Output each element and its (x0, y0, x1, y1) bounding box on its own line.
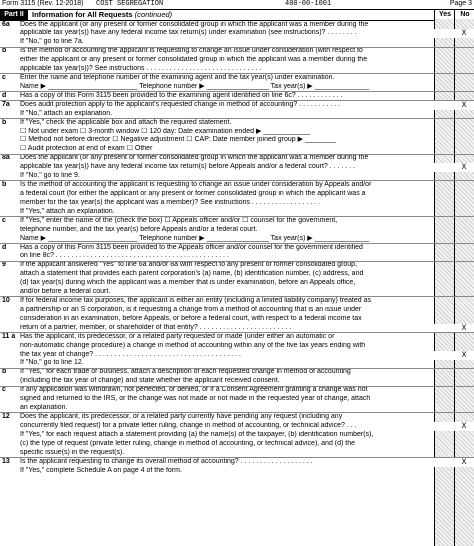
line-text: If "Yes," complete Schedule A on page 4 of the form. (20, 466, 182, 474)
form-line (0, 101, 434, 110)
form-line (0, 190, 434, 199)
line-text: If the applicant answered "Yes" to line 6a and/or 8a with respect to any present or former consolidated group, (20, 261, 358, 269)
form-line (0, 368, 434, 377)
line-divider (0, 118, 474, 119)
no-checkbox[interactable]: X (454, 324, 474, 333)
line-divider (0, 332, 474, 333)
line-text: If "No," go to line 12. (20, 359, 84, 367)
line-text: telephone number, and the tax year(s) before Appeals and/or a federal court. (20, 225, 258, 233)
line-divider (0, 91, 474, 92)
no-column (454, 19, 474, 546)
no-checkbox[interactable]: X (454, 422, 474, 431)
line-text: Does the applicant, its predecessor, or a related party currently have pending any request (including any (20, 412, 343, 420)
line-text: an explanation. (20, 404, 68, 412)
line-text: If "Yes," attach an explanation. (20, 207, 115, 215)
line-number: b (2, 181, 7, 189)
form-line (0, 359, 434, 368)
form-header (0, 0, 474, 9)
line-divider (0, 180, 474, 181)
line-text: Enter the name and telephone number of the examining agent and the tax year(s) under examination. (20, 74, 335, 82)
form-line (0, 404, 434, 413)
yes-column (434, 19, 455, 546)
line-number: b (2, 368, 7, 376)
form-number: Form 3115 (Rev. 12-2018) (2, 0, 84, 7)
line-text: and/or before a federal court. (20, 288, 111, 296)
form-line (0, 65, 434, 74)
yes-checkbox[interactable] (434, 422, 454, 431)
line-number: d (2, 91, 7, 99)
form-line (0, 154, 434, 163)
line-text: Is the method of accounting the applicant is requesting to change an issue under consideration (with respect to (20, 47, 363, 55)
line-text: on line 8c? . . . . . . . . . . . . . . . . . . . . . . . . . . . . . . . . . . . . . . . . . . . . . (20, 252, 229, 260)
line-number: c (2, 216, 6, 224)
form-line (0, 83, 434, 92)
no-checkbox[interactable]: X (454, 29, 474, 38)
part-header (0, 9, 474, 21)
yes-checkbox[interactable] (434, 458, 454, 467)
form-line (0, 315, 434, 324)
form-line (0, 297, 434, 306)
form-line (0, 110, 434, 119)
line-text: either the applicant or any present or former consolidated group in which the applicant was a member during the (20, 56, 368, 64)
line-number: c (2, 74, 6, 82)
line-text: Does the applicant (or any present or former consolidated group in which the applicant was a member during the (20, 20, 369, 28)
line-text: attach a statement that provides each parent corporation's (a) name, (b) identification number, (c) address, and (20, 270, 364, 278)
line-number: 11 a (2, 332, 16, 340)
line-text: ☐ Not under exam ☐ 3-month window ☐ 120 day: Date examination ended ▶ ____________ (20, 127, 310, 135)
line-text: If for federal income tax purposes, the applicant is either an entity (including a limited liability company) treated as (20, 297, 371, 305)
line-divider (0, 73, 474, 74)
line-divider (0, 296, 474, 297)
part-label: Part II (0, 10, 28, 20)
line-text: applicable tax year(s)) have any federal income tax return(s) under examination (see instructions)? . . . . . . . . (20, 29, 357, 37)
form-line (0, 422, 434, 431)
line-text: Does the applicant (or any present or former consolidated group in which the applicant was a member during the (20, 154, 369, 162)
line-number: 9 (2, 261, 6, 269)
line-text: (d) tax year(s) during which the applicant was a member that is under examination, before an Appeals office, (20, 279, 356, 287)
line-text: a federal court (for either the applicant or any present or former consolidated group in which the applicant was a (20, 189, 366, 197)
form-line (0, 467, 434, 476)
line-divider (0, 457, 474, 458)
line-text: applicable tax year(s))? See instructions . . . . . . . . . . . . . . . . . . . . . . . . . . . . . . (20, 65, 262, 73)
line-text: consideration in an examination, before Appeals, or before a federal court, with respect to a federal income tax (20, 314, 362, 322)
line-text: If "No," go to line 9. (20, 172, 80, 180)
line-number: 8a (2, 154, 10, 162)
line-text: If "No," attach an explanation. (20, 109, 113, 117)
line-text: the tax year of change? . . . . . . . . . . . . . . . . . . . . . . . . . . . . . . . . . . . . . . (20, 350, 241, 358)
form-line (0, 449, 434, 458)
no-checkbox[interactable]: X (454, 163, 474, 172)
form-line (0, 136, 434, 145)
form-line (0, 38, 434, 47)
line-number: c (2, 386, 6, 394)
line-text: Name ▶ _______________________ Telephone number ▶ ________________ Tax year(s) ▶ ______________ (20, 234, 370, 242)
form-line (0, 306, 434, 315)
form-line (0, 226, 434, 235)
line-text: Name ▶ _______________________ Telephone number ▶ ________________ Tax year(s) ▶ ______________ (20, 82, 370, 90)
no-checkbox[interactable]: X (454, 458, 474, 467)
line-text: non-automatic change procedure) a change in method of accounting within any of the five tax years ending with (20, 341, 366, 349)
yes-checkbox[interactable] (434, 29, 454, 38)
form-line (0, 377, 434, 386)
ein-field: 400-00-1001 (285, 0, 332, 8)
form-line (0, 252, 434, 261)
form-line (0, 440, 434, 449)
form-line (0, 208, 434, 217)
form-line (0, 279, 434, 288)
line-text: applicable tax year(s)) have any federal income tax return(s) before Appeals and/or a federal court? . . . . . . . (20, 163, 356, 171)
form-line (0, 235, 434, 244)
line-text: Does audit protection apply to the applicant's requested change in method of accounting? . . . . . . . . . . . (20, 100, 341, 108)
line-text: Is the method of accounting the applicant is requesting to change an issue under consideration by Appeals and/or (20, 181, 372, 189)
line-number: b (2, 118, 7, 126)
form-line (0, 172, 434, 181)
line-text: If any application was withdrawn, not perfected, or denied, or if a Consent Agreement granting a change was not (20, 386, 368, 394)
form-line (0, 386, 434, 395)
line-text: Is the applicant requesting to change its overall method of accounting? . . . . . . . . . . . . . . . . . . . (20, 457, 313, 465)
line-text: If "Yes," for each trade or business, attach a description of each requested change in method of accounting (20, 368, 351, 376)
form-line (0, 351, 434, 360)
form-line (0, 261, 434, 270)
line-divider (0, 412, 474, 413)
line-number: 13 (2, 457, 10, 465)
form-line (0, 163, 434, 172)
line-text: member for the tax year(s) the applicant was a member)? See instructions . . . . . . . . . . . . . . . . . . (20, 198, 320, 206)
form-line (0, 217, 434, 226)
form-line (0, 324, 434, 333)
line-divider (0, 368, 474, 369)
form-line (0, 342, 434, 351)
line-text: specific issue(s) in the request(s). (20, 448, 125, 456)
line-divider (0, 154, 474, 155)
line-text: return of a partner, member, or shareholder of that entity? . . . . . . . . . . . . . . . . . . . . . . . . (20, 323, 292, 331)
form-line (0, 270, 434, 279)
form-line (0, 431, 434, 440)
page-number: Page 3 (449, 0, 472, 7)
form-line (0, 47, 434, 56)
line-text: a partnership or an S corporation, is it requesting a change from a method of accounting that is an issue under (20, 305, 362, 313)
form-line (0, 288, 434, 297)
form-line (0, 413, 434, 422)
yes-column-header: Yes (434, 10, 455, 20)
form-line (0, 458, 434, 467)
form-line (0, 333, 434, 342)
form-line (0, 145, 434, 154)
line-number: d (2, 243, 7, 251)
line-text: signed and returned to the IRS, or the change was not made or not made in the requested year of change, attach (20, 395, 371, 403)
line-number: b (2, 47, 7, 55)
form-line (0, 244, 434, 253)
line-divider (0, 216, 474, 217)
line-text: (including the tax year of change) and state whether the applicant received consent. (20, 377, 280, 385)
no-column-header: No (454, 10, 474, 20)
line-text: (c) the type of request (private letter ruling, change in method of accounting, or technical advice), and (d) the (20, 439, 356, 447)
line-divider (0, 261, 474, 262)
form-line (0, 74, 434, 83)
yes-checkbox[interactable] (434, 101, 454, 110)
form-line (0, 92, 434, 101)
line-number: 10 (2, 297, 10, 305)
form-line (0, 181, 434, 190)
line-text: If "Yes," check the applicable box and attach the required statement. (20, 118, 232, 126)
line-text: concurrently filed request) for a private letter ruling, change in method of accounting, or technical advice? . . . (20, 421, 357, 429)
yes-checkbox[interactable] (434, 163, 454, 172)
line-text: Has the applicant, its predecessor, or a related party requested or made (under either an automatic or (20, 332, 335, 340)
form-line (0, 21, 434, 30)
line-divider (0, 100, 474, 101)
line-text: If "No," go to line 7a. (20, 38, 84, 46)
line-text: If "Yes," enter the name of the (check the box) ☐ Appeals officer and/or ☐ counsel for the government, (20, 216, 338, 224)
line-number: 12 (2, 412, 10, 420)
yes-checkbox[interactable] (434, 351, 454, 360)
memo-field: COST SEGREGATION (96, 0, 164, 8)
no-checkbox[interactable]: X (454, 101, 474, 110)
line-number: 6a (2, 20, 10, 28)
no-checkbox[interactable]: X (454, 351, 474, 360)
line-text: Has a copy of this Form 3115 been provided to the Appeals officer and/or counsel for the government identified (20, 243, 363, 251)
form-line (0, 29, 434, 38)
part-title: Information for All Requests (continued) (32, 10, 173, 19)
form-line (0, 119, 434, 128)
form-line (0, 199, 434, 208)
line-divider (0, 386, 474, 387)
form-line (0, 395, 434, 404)
line-divider (0, 243, 474, 244)
line-text: Has a copy of this Form 3115 been provided to the examining agent identified on line 6c? . . . . . . . . . . . . (20, 91, 343, 99)
line-number: 7a (2, 100, 10, 108)
line-divider (0, 47, 474, 48)
line-text: ☐ Method not before director ☐ Negative adjustment ☐ CAP: Date member joined group ▶ ________ (20, 136, 337, 144)
line-text: ☐ Audit protection at end of exam ☐ Other (20, 145, 153, 153)
line-text: If "Yes," for each request attach a statement providing (a) the name(s) of the taxpayer, (b) identification number(s), (20, 430, 374, 438)
form-line (0, 128, 434, 137)
form-line (0, 56, 434, 65)
